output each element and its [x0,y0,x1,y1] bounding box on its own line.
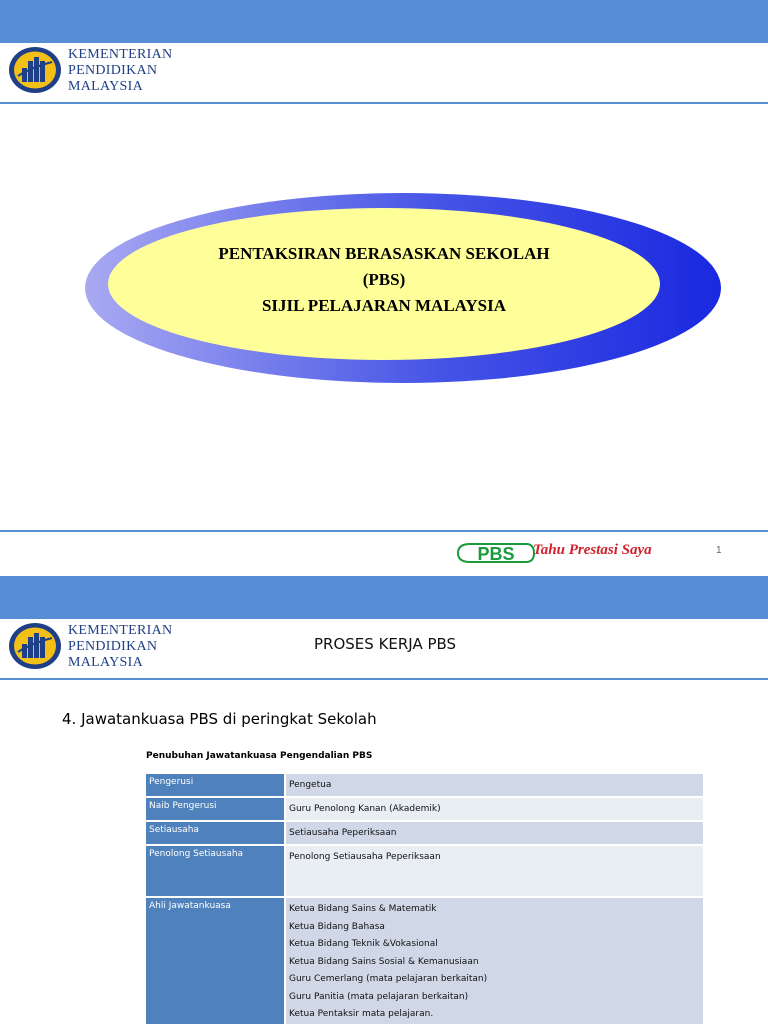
member-cell [286,798,703,820]
member-cell [286,898,703,1024]
member-line: Ketua Bidang Teknik &Vokasional [289,939,438,949]
role-cell: Naib Pengerusi [146,798,284,820]
slide-2 [0,576,768,1024]
header-bar [0,576,768,619]
table-row [146,798,703,820]
table-row [146,822,703,844]
logo-line-3: MALAYSIA [68,655,144,670]
member-line: Guru Cemerlang (mata pelajaran berkaitan) [289,974,488,984]
header-divider [0,678,768,680]
role-cell: Penolong Setiausaha [146,846,284,896]
logo-line-1: KEMENTERIAN [68,623,173,638]
logo-line-2: PENDIDIKAN [68,639,158,654]
title-line-3: SIJIL PELAJARAN MALAYSIA [261,296,507,315]
member-line: Ketua Bidang Bahasa [289,921,385,932]
member-cell [286,822,703,844]
member-line: Ketua Pentaksir mata pelajaran. [289,1009,434,1019]
role-cell: Setiausaha [146,822,284,844]
table-caption: Penubuhan Jawatankuasa Pengendalian PBS [146,751,373,761]
table-row [146,846,703,896]
pbs-logo-text: PBS [477,544,515,564]
member-cell [286,846,703,896]
logo-line-1: KEMENTERIAN [68,47,173,62]
header-divider [0,102,768,104]
title-line-2: (PBS) [362,270,406,289]
section-heading: 4. Jawatankuasa PBS di peringkat Sekolah [62,710,377,728]
pbs-logo-icon [456,541,536,565]
ministry-wordmark [68,47,172,95]
kpm-emblem-icon [8,46,62,94]
member-line: Ketua Bidang Sains & Matematik [289,904,437,914]
member-line: Guru Panitia (mata pelajaran berkaitan) [289,991,469,1002]
member-line: Pengetua [289,780,332,790]
footer-divider [0,530,768,532]
ministry-wordmark [68,623,172,671]
title-line-1: PENTAKSIRAN BERASASKAN SEKOLAH [218,244,550,263]
logo-line-3: MALAYSIA [68,79,144,94]
ministry-logo [8,621,208,671]
page-number: 1 [716,545,722,556]
member-line: Setiausaha Peperiksaan [289,828,397,838]
logo-line-2: PENDIDIKAN [68,63,158,78]
member-cell [286,774,703,796]
header-bar [0,0,768,43]
role-cell: Pengerusi [146,774,284,796]
member-line: Penolong Setiausaha Peperiksaan [289,852,441,862]
table-row [146,774,703,796]
table-row [146,898,703,1024]
role-cell: Ahli Jawatankuasa [146,898,284,1024]
tagline: Tahu Prestasi Saya [533,542,652,558]
member-line: Guru Penolong Kanan (Akademik) [289,804,441,814]
kpm-emblem-icon [8,622,62,670]
slide-2-title: PROSES KERJA PBS [314,635,457,653]
committee-table [146,774,703,1024]
member-line: Ketua Bidang Sains Sosial & Kemanusiaan [289,956,479,967]
slide-1-title [84,241,684,319]
ministry-logo [8,45,208,95]
